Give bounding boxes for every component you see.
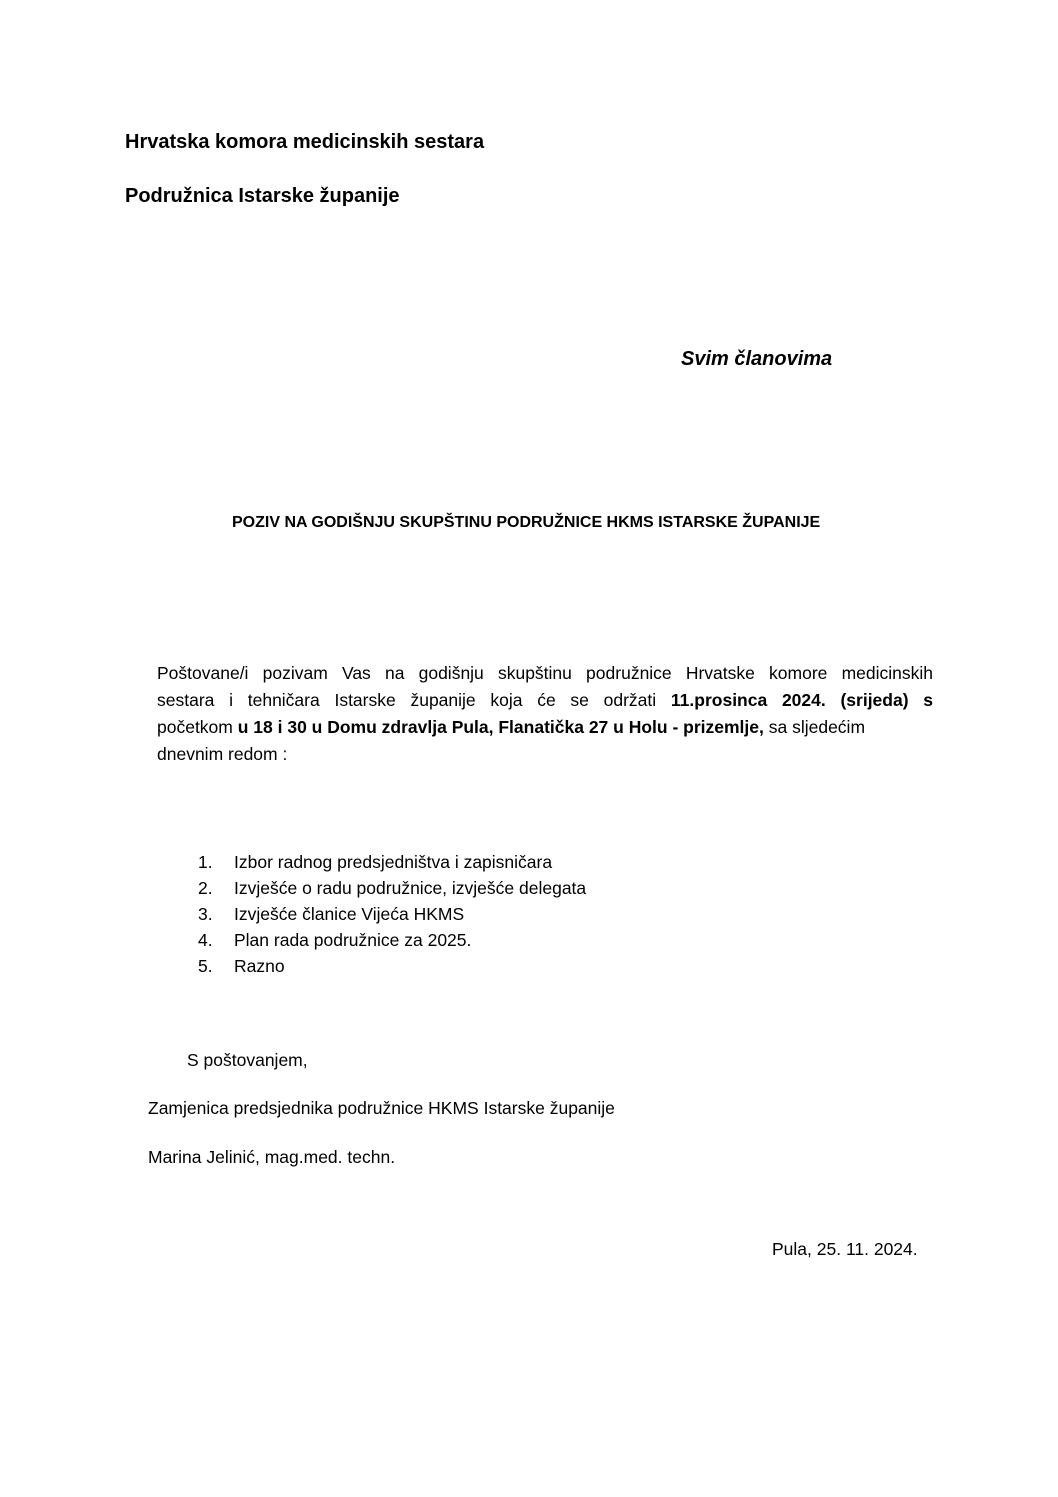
agenda-item-number: 1.: [198, 852, 213, 872]
agenda-item-text: Plan rada podružnice za 2025.: [234, 930, 472, 950]
agenda-item: [198, 849, 586, 875]
branch-name: Podružnica Istarske županije: [125, 185, 400, 207]
organization-name: Hrvatska komora medicinskih sestara: [125, 131, 485, 153]
place-and-date: Pula, 25. 11. 2024.: [772, 1239, 918, 1259]
paragraph-line-1: Poštovane/i pozivam Vas na godišnju skupštinu podružnice Hrvatske komore medicinskih: [157, 663, 933, 683]
agenda-item-text: Izvješće o radu podružnice, izvješće delegata: [234, 878, 587, 898]
paragraph-line-3: [157, 714, 933, 741]
meeting-time-location: u 18 i 30 u Domu zdravlja Pula, Flanatička 27 u Holu - prizemlje,: [237, 717, 764, 737]
agenda-item-number: 2.: [198, 878, 213, 898]
signer-role: Zamjenica predsjednika podružnice HKMS Istarske županije: [148, 1098, 615, 1118]
paragraph-line-3-start: početkom: [157, 717, 238, 737]
agenda-item-number: 4.: [198, 930, 213, 950]
agenda-item-text: Izbor radnog predsjedništva i zapisničara: [234, 852, 553, 872]
meeting-date: 11.prosinca 2024. (srijeda) s: [670, 690, 934, 710]
document-title: POZIV NA GODIŠNJU SKUPŠTINU PODRUŽNICE HKMS ISTARSKE ŽUPANIJE: [232, 514, 821, 531]
agenda-item: [198, 901, 586, 927]
agenda-item-text: Izvješće članice Vijeća HKMS: [234, 904, 465, 924]
agenda-item-text: Razno: [234, 956, 285, 976]
closing-salutation: S poštovanjem,: [187, 1050, 308, 1070]
paragraph-line-4: dnevnim redom :: [157, 744, 288, 764]
signer-name: Marina Jelinić, mag.med. techn.: [148, 1147, 396, 1167]
agenda-item-number: 3.: [198, 904, 213, 924]
recipient-line: Svim članovima: [681, 348, 833, 370]
invitation-paragraph: [157, 660, 933, 768]
agenda-item: [198, 927, 586, 953]
agenda-item-number: 5.: [198, 956, 213, 976]
paragraph-line-3-end: sa sljedećim: [763, 717, 866, 737]
agenda-list: [198, 849, 586, 979]
paragraph-line-2: [157, 687, 933, 714]
agenda-item: [198, 953, 586, 979]
paragraph-line-2-text: sestara i tehničara Istarske županije koja će se održati: [157, 690, 671, 710]
agenda-item: [198, 875, 586, 901]
